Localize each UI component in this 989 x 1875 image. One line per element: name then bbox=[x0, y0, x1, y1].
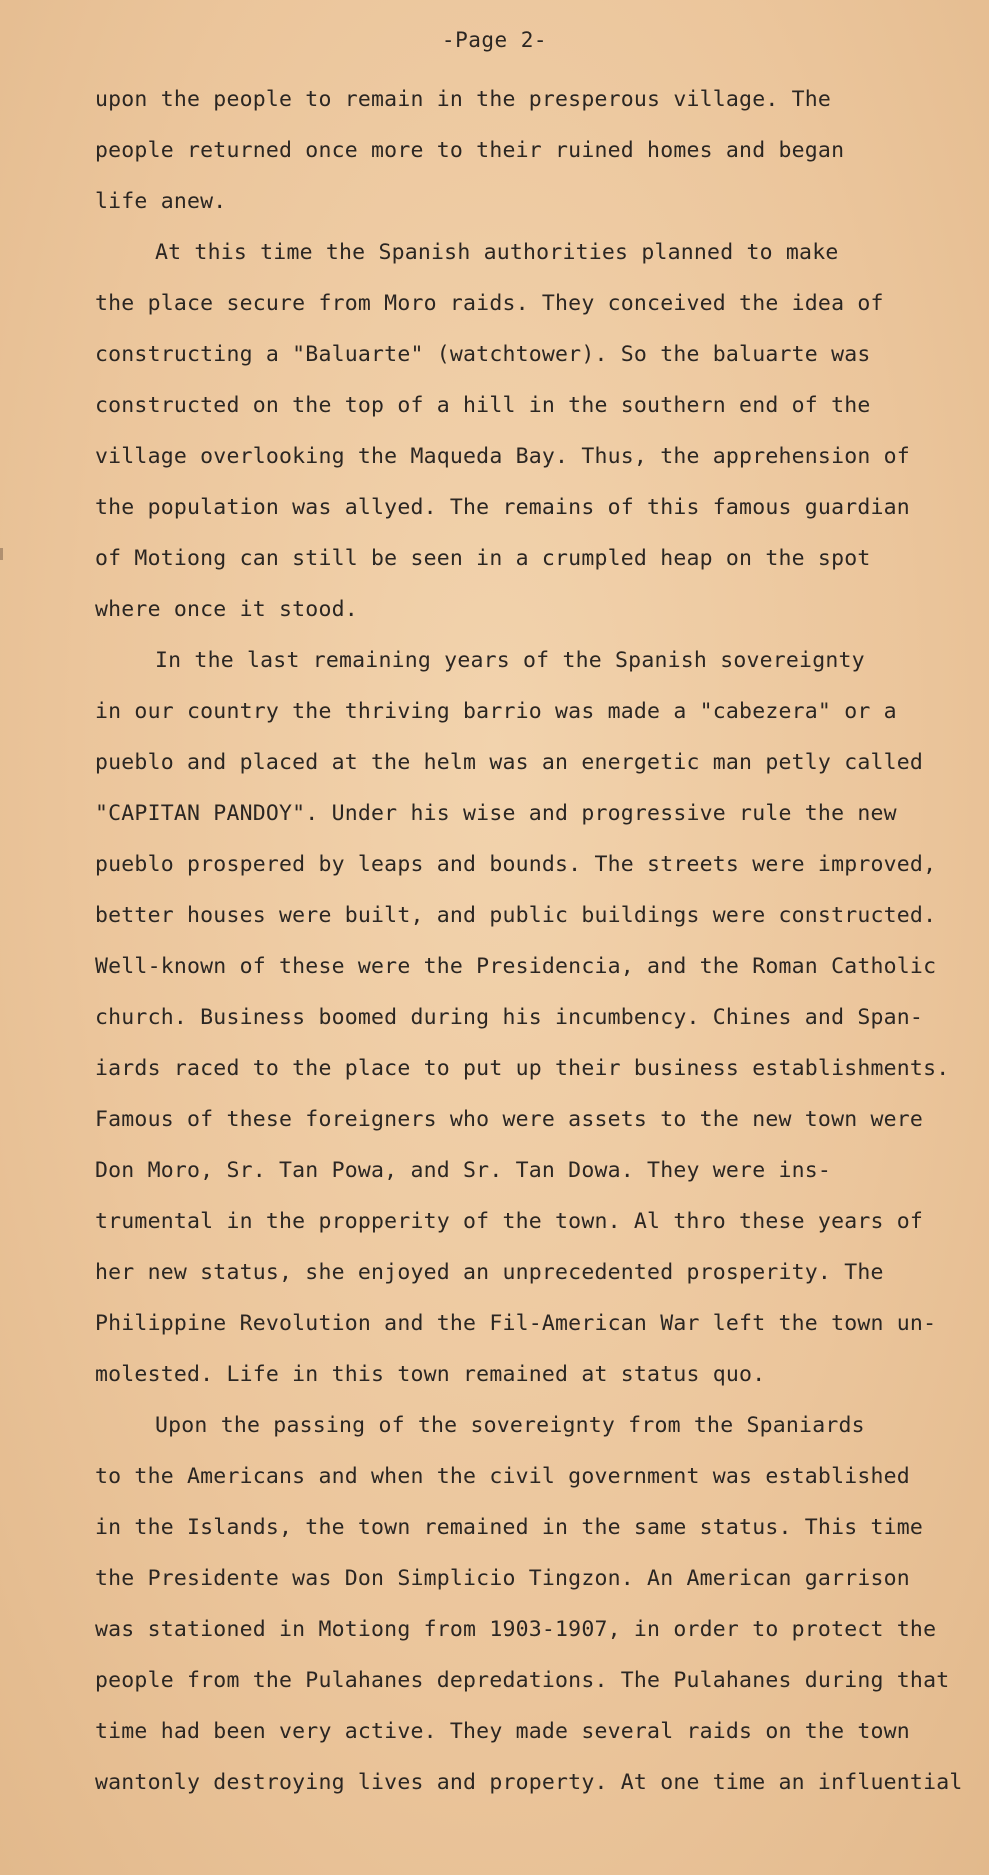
text-line: the population was allyed. The remains of this famous guardian bbox=[95, 495, 910, 520]
margin-mark bbox=[0, 548, 3, 560]
text-line: trumental in the propperity of the town. Al thro these years of bbox=[95, 1209, 924, 1234]
text-line: better houses were built, and public buildings were constructed. bbox=[95, 903, 937, 928]
text-line: Don Moro, Sr. Tan Powa, and Sr. Tan Dowa. They were ins- bbox=[95, 1158, 832, 1183]
text-line: in our country the thriving barrio was made a "cabezera" or a bbox=[95, 699, 897, 724]
text-line: to the Americans and when the civil government was established bbox=[95, 1464, 910, 1489]
text-line: constructing a "Baluarte" (watchtower). So the baluarte was bbox=[95, 342, 871, 367]
paragraph-start-line: At this time the Spanish authorities planned to make bbox=[155, 240, 839, 265]
text-line: church. Business boomed during his incumbency. Chines and Span- bbox=[95, 1005, 924, 1030]
text-line: where once it stood. bbox=[95, 597, 358, 622]
text-line: was stationed in Motiong from 1903-1907, in order to protect the bbox=[95, 1617, 937, 1642]
text-line: the place secure from Moro raids. They conceived the idea of bbox=[95, 291, 884, 316]
text-line: time had been very active. They made several raids on the town bbox=[95, 1719, 910, 1744]
text-line: constructed on the top of a hill in the southern end of the bbox=[95, 393, 871, 418]
text-line: upon the people to remain in the presperous village. The bbox=[95, 87, 832, 112]
typed-body-text bbox=[95, 74, 965, 1808]
text-line: Philippine Revolution and the Fil-American War left the town un- bbox=[95, 1311, 937, 1336]
text-line: iards raced to the place to put up their business establishments. bbox=[95, 1056, 950, 1081]
text-line: in the Islands, the town remained in the same status. This time bbox=[95, 1515, 924, 1540]
page-number: -Page 2- bbox=[441, 28, 548, 52]
text-line: her new status, she enjoyed an unprecedented prosperity. The bbox=[95, 1260, 884, 1285]
text-line: people from the Pulahanes depredations. The Pulahanes during that bbox=[95, 1668, 950, 1693]
text-line: wantonly destroying lives and property. At one time an influential bbox=[95, 1770, 963, 1795]
paragraph-start-line: Upon the passing of the sovereignty from the Spaniards bbox=[155, 1413, 865, 1438]
text-line: village overlooking the Maqueda Bay. Thus, the apprehension of bbox=[95, 444, 910, 469]
text-line: life anew. bbox=[95, 189, 227, 214]
text-line: of Motiong can still be seen in a crumpled heap on the spot bbox=[95, 546, 871, 571]
text-line: Well-known of these were the Presidencia, and the Roman Catholic bbox=[95, 954, 937, 979]
paragraph-start-line: In the last remaining years of the Spanish sovereignty bbox=[155, 648, 865, 673]
text-line: people returned once more to their ruined homes and began bbox=[95, 138, 845, 163]
text-line: Famous of these foreigners who were assets to the new town were bbox=[95, 1107, 924, 1132]
text-line: the Presidente was Don Simplicio Tingzon. An American garrison bbox=[95, 1566, 910, 1591]
text-line: pueblo prospered by leaps and bounds. The streets were improved, bbox=[95, 852, 937, 877]
text-line: "CAPITAN PANDOY". Under his wise and progressive rule the new bbox=[95, 801, 897, 826]
text-line: molested. Life in this town remained at status quo. bbox=[95, 1362, 766, 1387]
text-line: pueblo and placed at the helm was an energetic man petly called bbox=[95, 750, 924, 775]
